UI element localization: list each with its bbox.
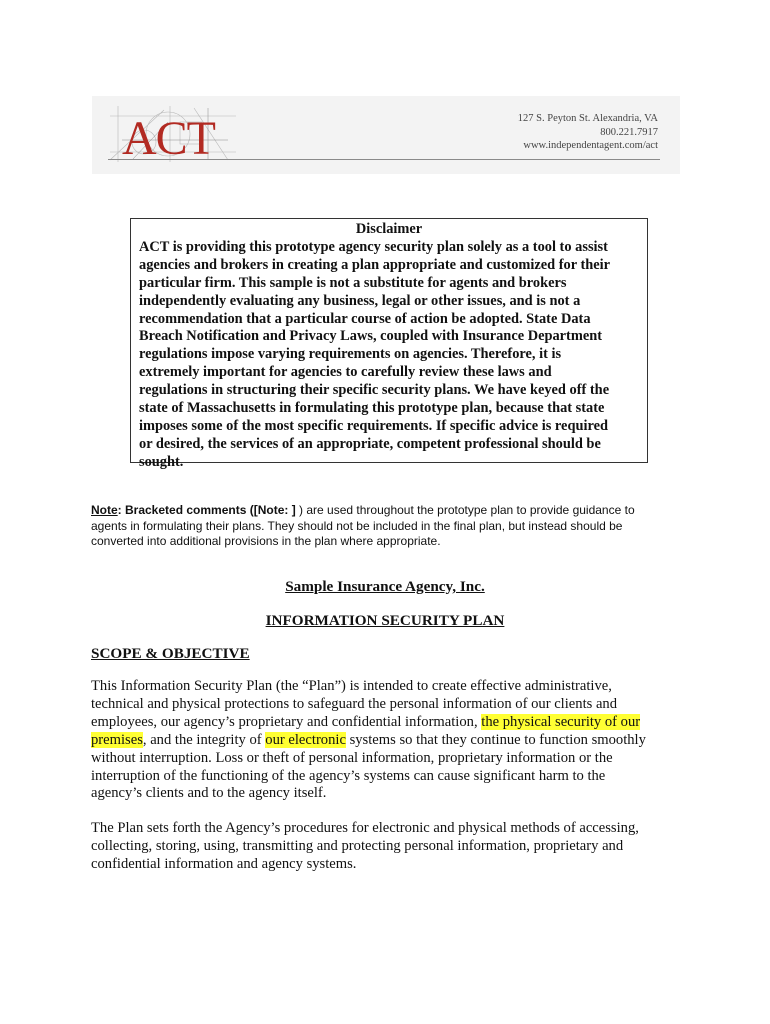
paragraph-text: employees, our agency’s proprietary and confidential information, xyxy=(91,713,482,730)
procedures-paragraph xyxy=(91,820,691,874)
disclaimer-body xyxy=(139,239,647,472)
paragraph-line: agency’s clients and to the agency itself. xyxy=(91,785,327,802)
disclaimer-line: state of Massachusetts in formulating this prototype plan, because that state xyxy=(139,400,605,417)
highlighted-text: the physical security of our xyxy=(481,713,641,730)
paragraph-line: collecting, storing, using, transmitting and protecting personal information, proprietary and xyxy=(91,837,624,854)
paragraph-text: systems so that they continue to function smoothly xyxy=(345,731,646,748)
highlighted-text: premises xyxy=(91,731,143,748)
disclaimer-line: regulations in structuring their specific security plans. We have keyed off the xyxy=(139,382,610,399)
paragraph-line: interruption of the functioning of the agency’s systems can cause significant harm to the xyxy=(91,767,606,784)
paragraph-line: without interruption. Loss or theft of personal information, proprietary information or the xyxy=(91,749,613,766)
disclaimer-title: Disclaimer xyxy=(355,221,423,237)
note-line: converted into additional provisions in the plan where appropriate. xyxy=(91,534,441,549)
disclaimer-line: particular firm. This sample is not a substitute for agents and brokers xyxy=(139,274,567,291)
disclaimer-line: sought. xyxy=(139,453,184,470)
disclaimer-line: imposes some of the most specific requirements. If specific advice is required xyxy=(139,417,608,434)
note-colon-text: : Bracketed comments ( xyxy=(117,503,254,517)
disclaimer-line: or desired, the services of an appropriate, competent professional should be xyxy=(139,435,601,452)
company-name-heading: Sample Insurance Agency, Inc. xyxy=(285,578,485,595)
disclaimer-line: extremely important for agencies to carefully review these laws and xyxy=(139,364,552,381)
paragraph-line: confidential information and agency systems. xyxy=(91,855,357,872)
guidance-note xyxy=(91,503,691,550)
note-text: ) are used throughout the prototype plan to provide guidance to xyxy=(295,503,635,517)
scope-paragraph xyxy=(91,678,691,803)
paragraph-line: technical and physical protections to safeguard the personal information of our clients and xyxy=(91,695,618,712)
logo-text: ACT xyxy=(122,112,215,165)
paragraph-line xyxy=(91,714,691,732)
act-logo xyxy=(108,102,238,166)
paragraph-text: , and the integrity of xyxy=(142,731,266,748)
address-line: 127 S. Peyton St. Alexandria, VA xyxy=(517,113,658,124)
note-label: Note xyxy=(91,503,118,517)
letterhead xyxy=(92,96,680,174)
disclaimer-line: independently evaluating any business, legal or other issues, and is not a xyxy=(139,292,581,309)
website-link[interactable]: www.independentagent.com/act xyxy=(523,140,658,151)
paragraph-line: This Information Security Plan (the “Plan”) is intended to create effective administrative, xyxy=(91,678,612,694)
disclaimer-line: Breach Notification and Privacy Laws, coupled with Insurance Department xyxy=(139,328,603,345)
paragraph-line: The Plan sets forth the Agency’s procedures for electronic and physical methods of accessing, xyxy=(91,820,639,836)
section-heading-scope: SCOPE & OBJECTIVE xyxy=(91,645,250,662)
disclaimer-line: recommendation that a particular course of action be adopted. State Data xyxy=(139,310,591,327)
note-line: agents in formulating their plans. They should not be included in the final plan, but instead should be xyxy=(91,518,623,533)
letterhead-divider xyxy=(108,159,660,160)
disclaimer-line: ACT is providing this prototype agency security plan solely as a tool to assist xyxy=(139,238,608,255)
disclaimer-box xyxy=(130,218,648,470)
disclaimer-line: regulations impose varying requirements on agencies. Therefore, it is xyxy=(139,346,562,363)
highlighted-text: our electronic xyxy=(265,731,346,748)
note-bracket-example: [Note: ] xyxy=(253,503,296,517)
paragraph-line xyxy=(91,732,691,750)
agency-address-block xyxy=(518,112,658,153)
plan-title-heading: INFORMATION SECURITY PLAN xyxy=(265,612,505,629)
disclaimer-line: agencies and brokers in creating a plan appropriate and customized for their xyxy=(139,256,611,273)
phone-number: 800.221.7917 xyxy=(600,126,658,138)
note-line xyxy=(91,503,691,519)
